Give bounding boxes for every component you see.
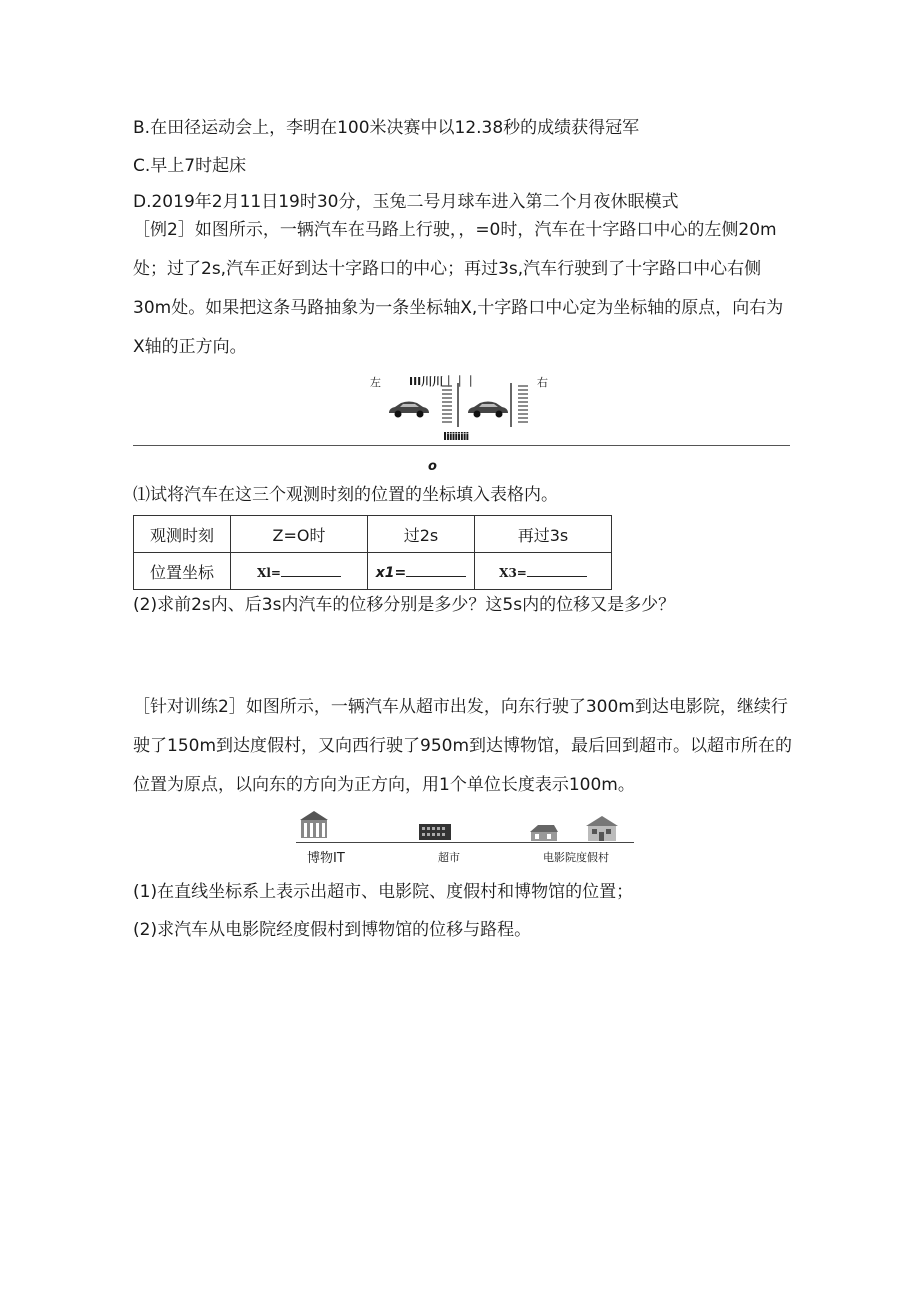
origin-label: o: [428, 459, 437, 474]
cinema-resort-label: 电影院度假村: [543, 851, 609, 864]
road-line: [296, 842, 634, 843]
cell-x2-label: x1=: [375, 564, 407, 581]
option-d: D.2019年2月11日19时30分，玉兔二号月球车进入第二个月夜休眠模式: [133, 192, 679, 212]
car-icon: [466, 399, 510, 419]
resort-icon: [582, 814, 626, 842]
observation-table: [133, 515, 612, 590]
blank-line[interactable]: [281, 562, 341, 577]
blank-line[interactable]: [406, 562, 466, 577]
question-2: (2)求前2s内、后3s内汽车的位移分别是多少？这5s内的位移又是多少？: [133, 595, 676, 615]
cell-x3-label: X3=: [499, 565, 527, 580]
row-label: 位置坐标: [134, 553, 231, 590]
question-1: ⑴试将汽车在这三个观测时刻的位置的坐标填入表格内。: [133, 485, 558, 505]
header-3s: 再过3s: [475, 516, 612, 553]
training-question-1: (1)在直线坐标系上表示出超市、电影院、度假村和博物馆的位置；: [133, 882, 634, 902]
example-2-text: ［例2］如图所示，一辆汽车在马路上行驶，，=0时，汽车在十字路口中心的左侧20m处；过了2s,汽车正好到达十字路口的中心；再过3s,汽车行驶到了十字路口中心右侧30m处。如果把这条马路抽象为一条坐标轴X,十字路口中心定为坐标轴的原点，向右为X轴的正方向。: [133, 220, 784, 357]
cell-x1-label: Xl=: [257, 565, 281, 580]
supermarket-label: 超市: [438, 851, 460, 864]
bottom-marks: Iiiiiiiii: [443, 430, 469, 443]
cell-x3[interactable]: [475, 553, 612, 590]
header-time: 观测时刻: [134, 516, 231, 553]
top-marks: III川川｜｜｜: [409, 375, 477, 388]
museum-icon: [296, 808, 332, 842]
header-t0: Z=O时: [231, 516, 368, 553]
cell-x2[interactable]: [368, 553, 475, 590]
option-b: B.在田径运动会上，李明在100米决赛中以12.38秒的成绩获得冠军: [133, 118, 640, 138]
blank-line[interactable]: [527, 562, 587, 577]
car-icon: [387, 399, 431, 419]
right-label: 右: [537, 376, 548, 389]
cinema-icon: [528, 822, 560, 842]
cell-x1[interactable]: [231, 553, 368, 590]
x-axis-line: [133, 445, 790, 446]
option-c: C.早上7时起床: [133, 156, 247, 176]
header-2s: 过2s: [368, 516, 475, 553]
left-label: 左: [370, 376, 381, 389]
training-question-2: (2)求汽车从电影院经度假村到博物馆的位移与路程。: [133, 920, 532, 940]
training-2-text: ［针对训练2］如图所示，一辆汽车从超市出发，向东行驶了300m到达电影院，继续行驶了150m到达度假村，又向西行驶了950m到达博物馆，最后回到超市。以超市所在的位置为原点，以向东的方向为正方向，用1个单位长度表示100m。: [133, 697, 793, 795]
museum-label: 博物IT: [307, 851, 345, 866]
supermarket-icon: [418, 823, 452, 841]
